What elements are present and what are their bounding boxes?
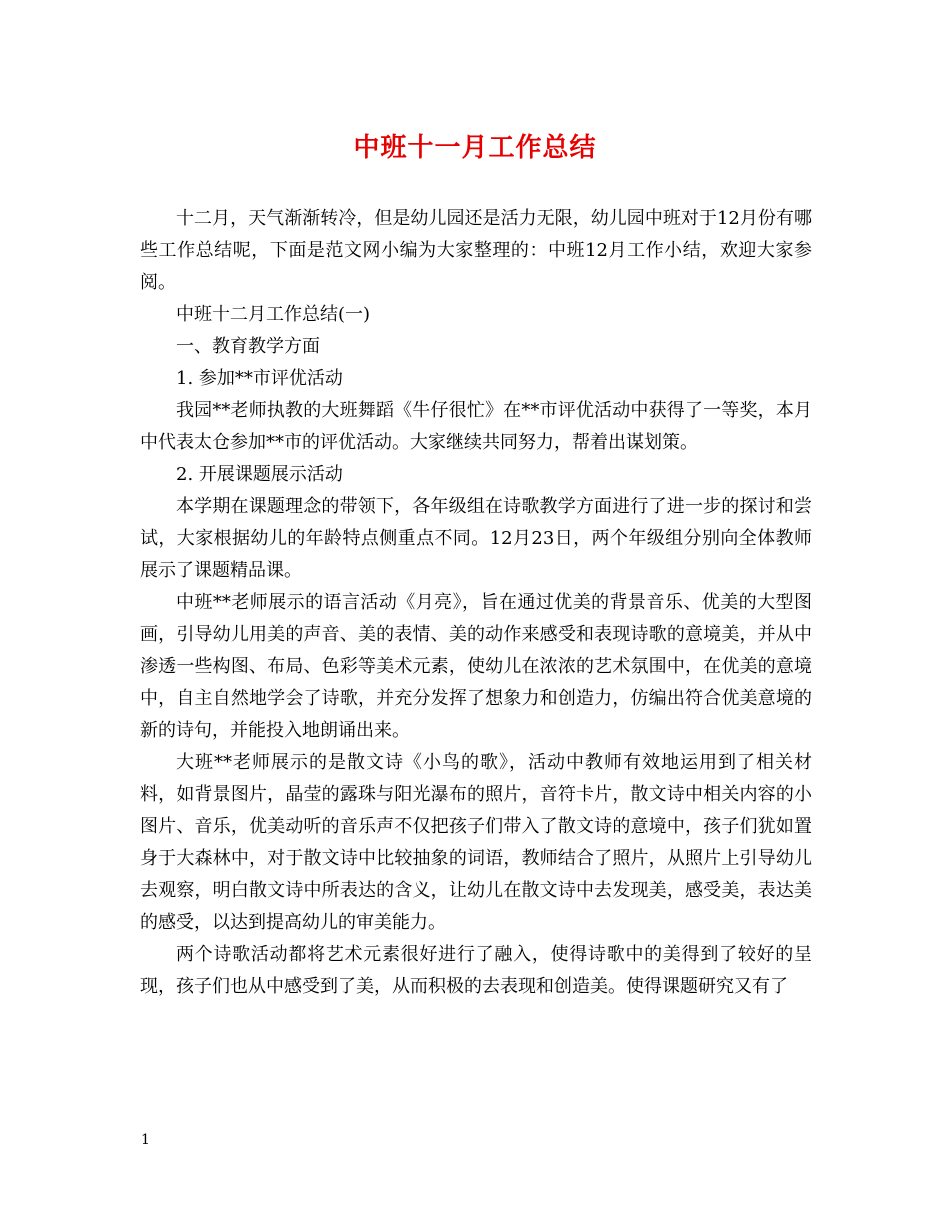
paragraph-moon-activity: 中班**老师展示的语言活动《月亮》，旨在通过优美的背景音乐、优美的大型图画，引导幼儿用美的声音、美的表情、美的动作来感受和表现诗歌的意境美，并从中渗透一些构图、布局、色彩等美术元素，使幼儿在浓浓的艺术氛围中，在优美的意境中，自主自然地学会了诗歌，并充分发挥了想象力和创造力，仿编出符合优美意境的新的诗句，并能投入地朗诵出来。 xyxy=(140,592,812,741)
paragraph-poetry-conclusion: 两个诗歌活动都将艺术元素很好进行了融入，使得诗歌中的美得到了较好的呈现，孩子们也从中感受到了美，从而积极的去表现和创造美。使得课题研究又有了 xyxy=(140,944,812,997)
paragraph-project-showcase: 本学期在课题理念的带领下，各年级组在诗歌教学方面进行了进一步的探讨和尝试，大家根据幼儿的年龄特点侧重点不同。12月23日，两个年级组分别向全体教师展示了课题精品课。 xyxy=(140,496,812,581)
subheading-evaluation-activity: 1. 参加**市评优活动 xyxy=(176,368,343,389)
paragraph-evaluation-activity: 我园**老师执教的大班舞蹈《牛仔很忙》在**市评优活动中获得了一等奖，本月中代表太仓参加**市的评优活动。大家继续共同努力，帮着出谋划策。 xyxy=(140,400,812,453)
paragraph-bird-song-activity: 大班**老师展示的是散文诗《小鸟的歌》，活动中教师有效地运用到了相关材料，如背景图片，晶莹的露珠与阳光瀑布的照片，音符卡片，散文诗中相关内容的小图片、音乐，优美动听的音乐声不仅把孩子们带入了散文诗的意境中，孩子们犹如置身于大森林中，对于散文诗中比较抽象的词语，教师结合了照片，从照片上引导幼儿去观察，明白散文诗中所表达的含义，让幼儿在散文诗中去发现美，感受美，表达美的感受，以达到提高幼儿的审美能力。 xyxy=(140,752,812,933)
section-heading-summary-one: 中班十二月工作总结(一) xyxy=(176,304,371,325)
page-number: 1 xyxy=(141,1132,150,1148)
document-title: 中班十一月工作总结 xyxy=(353,133,597,163)
document-body xyxy=(140,203,812,1003)
subheading-project-showcase: 2. 开展课题展示活动 xyxy=(176,464,343,485)
section-heading-teaching: 一、教育教学方面 xyxy=(176,336,320,357)
paragraph-intro: 十二月，天气渐渐转冷，但是幼儿园还是活力无限，幼儿园中班对于12月份有哪些工作总结呢，下面是范文网小编为大家整理的：中班12月工作小结，欢迎大家参阅。 xyxy=(140,208,812,293)
